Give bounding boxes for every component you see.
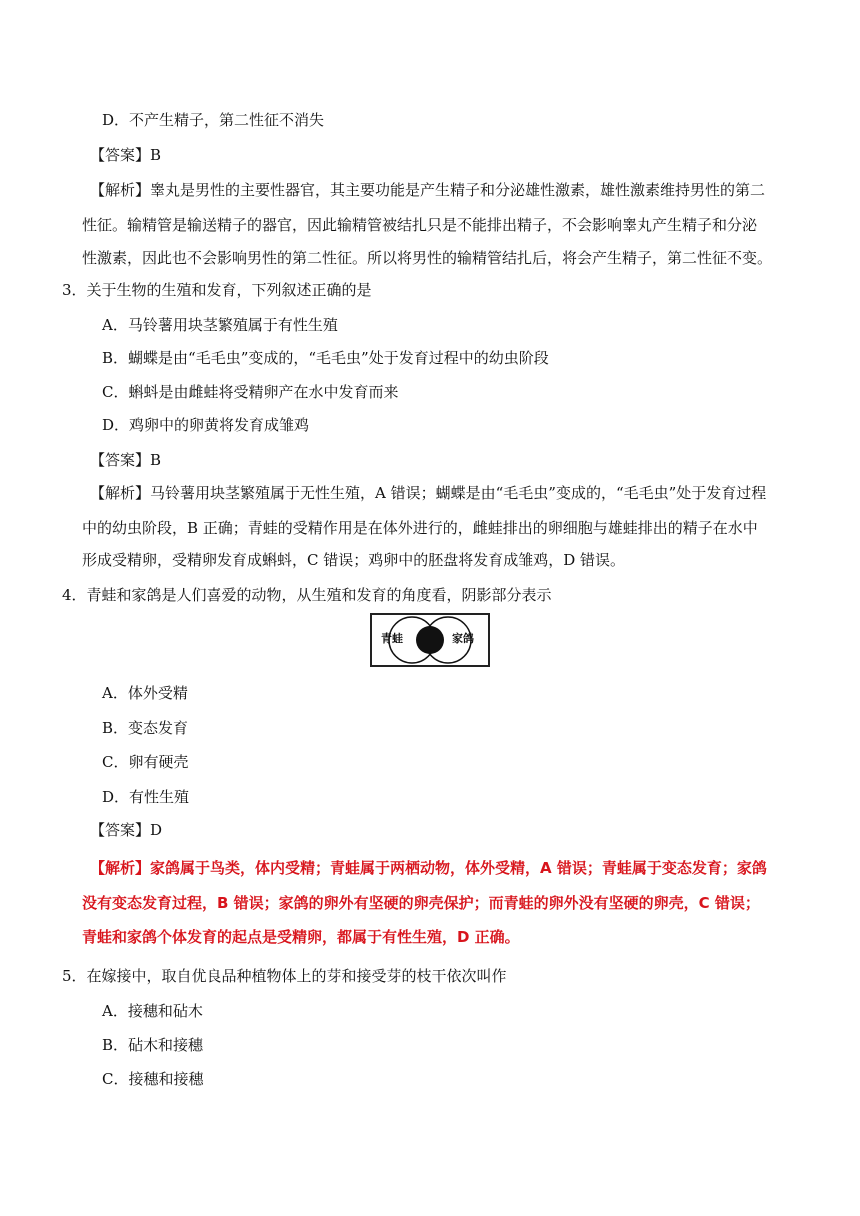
frog-label: 青蛙 xyxy=(381,632,403,645)
q4-option-a: A．体外受精 xyxy=(102,684,188,702)
q4-explanation-line-2: 没有变态发育过程，B 错误；家鸽的卵外有坚硬的卵壳保护；而青蛙的卵外没有坚硬的卵壳，C 错误； xyxy=(82,894,760,912)
shaded-overlap xyxy=(416,626,444,654)
q5-option-c: C．接穗和接穗 xyxy=(102,1070,204,1088)
q4-question: 4．青蛙和家鸽是人们喜爱的动物，从生殖和发育的角度看，阴影部分表示 xyxy=(62,586,552,604)
q4-option-c: C．卵有硬壳 xyxy=(102,753,189,771)
q4-option-b: B．变态发育 xyxy=(102,719,189,737)
q4-explanation-line-1: 【解析】家鸽属于鸟类，体内受精；青蛙属于两栖动物，体外受精，A 错误；青蛙属于变态发育；家鸽 xyxy=(90,859,767,877)
q5-option-a: A．接穗和砧木 xyxy=(102,1002,203,1020)
q4-option-d: D．有性生殖 xyxy=(102,788,190,806)
q5-question: 5．在嫁接中，取自优良品种植物体上的芽和接受芽的枝干依次叫作 xyxy=(62,967,507,985)
q3-explanation-line-2: 中的幼虫阶段，B 正确；青蛙的受精作用是在体外进行的，雌蛙排出的卵细胞与雄蛙排出的精子在水中 xyxy=(82,519,758,537)
venn-diagram-figure xyxy=(370,613,490,667)
q3-question: 3．关于生物的生殖和发育，下列叙述正确的是 xyxy=(62,281,372,299)
q3-answer: 【答案】B xyxy=(90,451,162,469)
q2-explanation-line-3: 性激素，因此也不会影响男性的第二性征。所以将男性的输精管结扎后，将会产生精子，第二性征不变。 xyxy=(82,249,773,267)
q3-option-c: C．蝌蚪是由雌蛙将受精卵产在水中发育而来 xyxy=(102,383,399,401)
q2-explanation-line-1: 【解析】睾丸是男性的主要性器官，其主要功能是产生精子和分泌雄性激素，雄性激素维持男性的第二 xyxy=(90,181,766,199)
q2-option-d: D．不产生精子，第二性征不消失 xyxy=(102,111,325,129)
q2-explanation-line-2: 性征。输精管是输送精子的器官，因此输精管被结扎只是不能排出精子，不会影响睾丸产生精子和分泌 xyxy=(82,216,758,234)
q3-explanation-line-3: 形成受精卵，受精卵发育成蝌蚪，C 错误；鸡卵中的胚盘将发育成雏鸡，D 错误。 xyxy=(82,551,626,569)
q3-explanation-line-1: 【解析】马铃薯用块茎繁殖属于无性生殖，A 错误；蝴蝶是由“毛毛虫”变成的，“毛毛虫”处于发育过程 xyxy=(90,484,767,502)
q4-answer: 【答案】D xyxy=(90,821,163,839)
q4-explanation-line-3: 青蛙和家鸽个体发育的起点是受精卵，都属于有性生殖，D 正确。 xyxy=(82,928,520,946)
q3-option-a: A．马铃薯用块茎繁殖属于有性生殖 xyxy=(102,316,338,334)
q3-option-d: D．鸡卵中的卵黄将发育成雏鸡 xyxy=(102,416,310,434)
q5-option-b: B．砧木和接穗 xyxy=(102,1036,204,1054)
q3-option-b: B．蝴蝶是由“毛毛虫”变成的，“毛毛虫”处于发育过程中的幼虫阶段 xyxy=(102,349,549,367)
q2-answer: 【答案】B xyxy=(90,146,162,164)
pigeon-label: 家鸽 xyxy=(452,632,474,645)
